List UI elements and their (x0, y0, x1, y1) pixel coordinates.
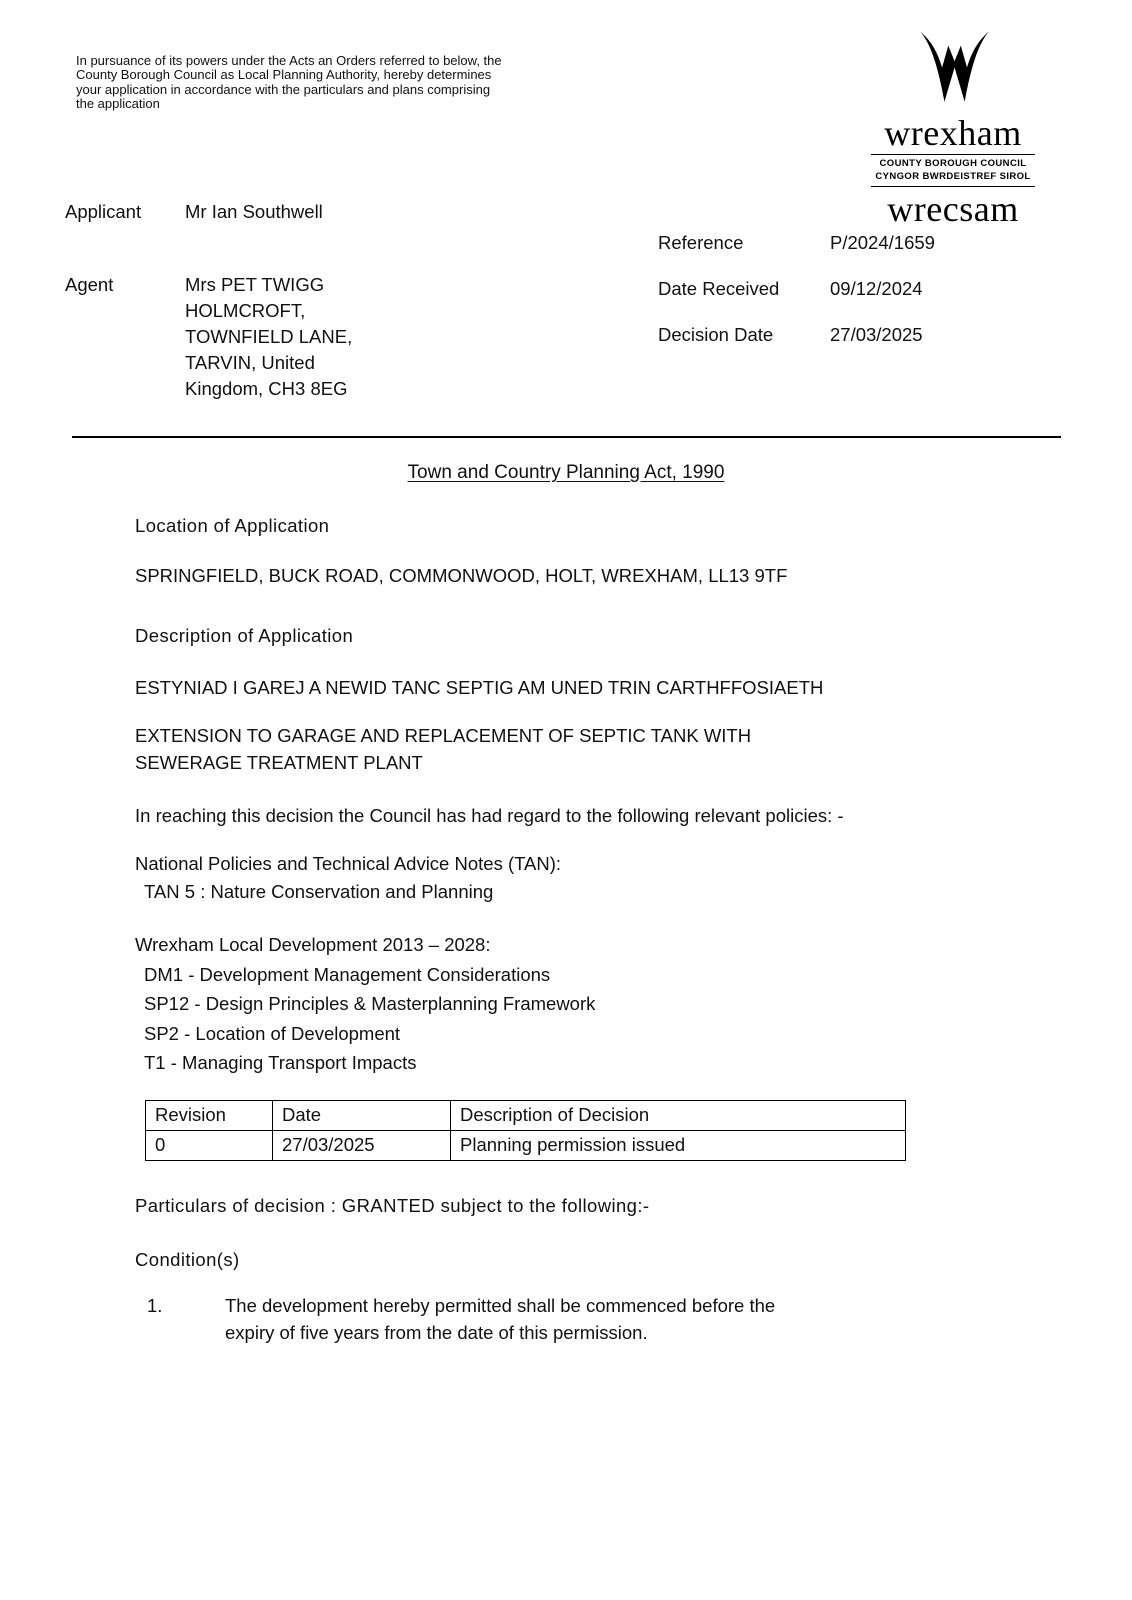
description-cell: Planning permission issued (451, 1130, 906, 1160)
policy-item: TAN 5 : Nature Conservation and Planning (144, 881, 494, 902)
condition-item (135, 1292, 1020, 1346)
decision-date-label: Decision Date (658, 324, 774, 345)
location-value: SPRINGFIELD, BUCK ROAD, COMMONWOOD, HOLT, WREXHAM, LL13 9TF (135, 565, 788, 586)
reference-value: P/2024/1659 (830, 232, 935, 253)
national-policies-heading: National Policies and Technical Advice Notes (TAN): (135, 853, 562, 874)
condition-text: The development hereby permitted shall be commenced before the expiry of five years from the date of this permission. (225, 1294, 776, 1343)
location-heading: Location of Application (135, 515, 330, 536)
logo-wrexham-text: wrexham (884, 113, 1022, 153)
agent-address-line: Kingdom, CH3 8EG (185, 378, 348, 399)
agent-row (65, 272, 352, 402)
agent-address-line: Mrs PET TWIGG (185, 274, 325, 295)
date-received-label: Date Received (658, 278, 780, 299)
applicant-name: Mr Ian Southwell (185, 201, 323, 222)
wrexham-w-icon (914, 26, 992, 112)
policies-intro: In reaching this decision the Council has had regard to the following relevant policies: - (135, 805, 844, 826)
decision-date-value: 27/03/2025 (830, 324, 923, 345)
particulars-of-decision: Particulars of decision : GRANTED subject to the following:- (135, 1194, 650, 1216)
date-cell: 27/03/2025 (273, 1130, 451, 1160)
description-english: EXTENSION TO GARAGE AND REPLACEMENT OF SEPTIC TANK WITH SEWERAGE TREATMENT PLANT (135, 725, 752, 773)
logo-subtitle-english: COUNTY BOROUGH COUNCIL (879, 158, 1027, 169)
logo-subtitles (871, 154, 1035, 187)
council-logo (871, 26, 1035, 228)
description-welsh: ESTYNIAD I GAREJ A NEWID TANC SEPTIG AM UNED TRIN CARTHFFOSIAETH (135, 677, 824, 698)
policy-item: SP2 - Location of Development (144, 1022, 401, 1044)
date-received-value: 09/12/2024 (830, 278, 923, 299)
local-development-heading: Wrexham Local Development 2013 – 2028: (135, 933, 491, 955)
intro-statement: In pursuance of its powers under the Acts an Orders referred to below, the County Borough Council as Local Planning Authority, hereby determines your application in accordance with the particulars and plans comprising the application (76, 53, 502, 112)
description-heading: Description of Application (135, 625, 354, 646)
revision-header: Revision (146, 1100, 273, 1130)
reference-meta-block (658, 229, 935, 348)
policy-item: T1 - Managing Transport Impacts (144, 1052, 417, 1073)
policy-item: DM1 - Development Management Considerations (144, 963, 551, 985)
document-body (135, 512, 1020, 1346)
date-received-row (658, 275, 935, 302)
revision-table-header-row (146, 1100, 906, 1130)
agent-address-line: TARVIN, United (185, 352, 315, 373)
conditions-heading: Condition(s) (135, 1248, 240, 1270)
logo-wrecsam-text: wrecsam (887, 189, 1019, 229)
revision-cell: 0 (146, 1130, 273, 1160)
agent-address-line: HOLMCROFT, (185, 300, 306, 321)
agent-label: Agent (65, 274, 114, 295)
header-divider (72, 436, 1061, 438)
agent-address-line: TOWNFIELD LANE, (185, 326, 353, 347)
parties-block (65, 199, 352, 402)
date-header: Date (273, 1100, 451, 1130)
applicant-row (65, 199, 352, 225)
agent-address (185, 272, 352, 402)
reference-label: Reference (658, 232, 744, 253)
act-title (0, 462, 1132, 484)
policy-item: SP12 - Design Principles & Masterplanning Framework (144, 993, 596, 1014)
logo-subtitle-welsh: CYNGOR BWRDEISTREF SIROL (875, 171, 1031, 182)
decision-date-row (658, 321, 935, 348)
table-row (146, 1130, 906, 1160)
act-title-text: Town and Country Planning Act, 1990 (407, 462, 725, 483)
applicant-label: Applicant (65, 201, 142, 222)
condition-number: 1. (147, 1294, 163, 1316)
revision-table (145, 1100, 906, 1161)
description-header: Description of Decision (451, 1100, 906, 1130)
reference-row (658, 229, 935, 256)
